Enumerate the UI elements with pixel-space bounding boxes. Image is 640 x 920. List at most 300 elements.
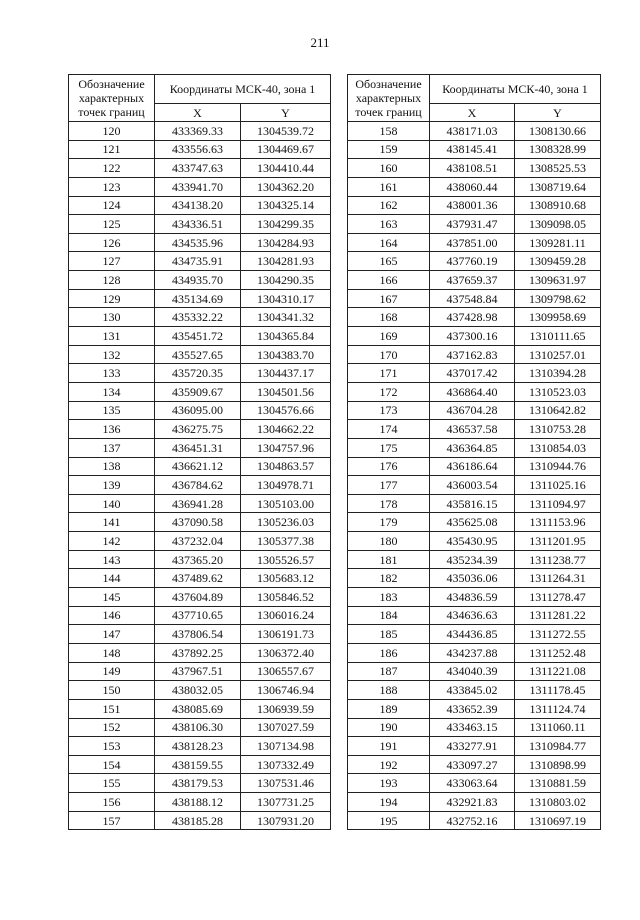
y-coordinate-cell: 1310697.19 — [515, 811, 601, 830]
x-coordinate-cell: 433097.27 — [430, 755, 515, 774]
table-row — [348, 382, 601, 401]
point-id-cell: 139 — [69, 476, 155, 495]
table-row — [348, 196, 601, 215]
table-row — [69, 271, 331, 290]
y-coordinate-cell: 1310944.76 — [515, 457, 601, 476]
table-row — [348, 271, 601, 290]
table-row — [348, 793, 601, 812]
point-id-cell: 143 — [69, 550, 155, 569]
table-row — [69, 476, 331, 495]
y-coordinate-cell: 1304383.70 — [241, 345, 331, 364]
point-id-cell: 146 — [69, 606, 155, 625]
y-coordinate-cell: 1309631.97 — [515, 271, 601, 290]
x-coordinate-cell: 435430.95 — [430, 532, 515, 551]
table-row — [69, 532, 331, 551]
table-row — [69, 289, 331, 308]
y-coordinate-cell: 1310753.28 — [515, 420, 601, 439]
point-id-cell: 170 — [348, 345, 430, 364]
y-coordinate-cell: 1304281.93 — [241, 252, 331, 271]
x-coordinate-cell: 434636.63 — [430, 606, 515, 625]
table-row — [348, 550, 601, 569]
table-row — [69, 140, 331, 159]
point-id-cell: 135 — [69, 401, 155, 420]
y-coordinate-cell: 1309281.11 — [515, 233, 601, 252]
x-coordinate-cell: 437548.84 — [430, 289, 515, 308]
y-coordinate-cell: 1304290.35 — [241, 271, 331, 290]
y-coordinate-cell: 1309459.28 — [515, 252, 601, 271]
table-row — [348, 233, 601, 252]
y-coordinate-cell: 1304284.93 — [241, 233, 331, 252]
x-coordinate-cell: 438159.55 — [155, 755, 241, 774]
table-body-right — [348, 122, 601, 830]
table-row — [348, 643, 601, 662]
table-row — [348, 252, 601, 271]
x-coordinate-cell: 438185.28 — [155, 811, 241, 830]
y-coordinate-cell: 1308910.68 — [515, 196, 601, 215]
table-row — [69, 774, 331, 793]
y-coordinate-cell: 1305846.52 — [241, 588, 331, 607]
y-column-header: Y — [241, 104, 331, 122]
table-row — [69, 811, 331, 830]
point-id-cell: 164 — [348, 233, 430, 252]
y-coordinate-cell: 1304341.32 — [241, 308, 331, 327]
x-coordinate-cell: 437659.37 — [430, 271, 515, 290]
x-coordinate-cell: 436095.00 — [155, 401, 241, 420]
x-coordinate-cell: 435036.06 — [430, 569, 515, 588]
point-id-cell: 122 — [69, 159, 155, 178]
point-id-cell: 127 — [69, 252, 155, 271]
y-coordinate-cell: 1310803.02 — [515, 793, 601, 812]
table-row — [69, 625, 331, 644]
y-coordinate-cell: 1311094.97 — [515, 494, 601, 513]
y-coordinate-cell: 1311264.31 — [515, 569, 601, 588]
point-id-cell: 163 — [348, 215, 430, 234]
point-id-cell: 162 — [348, 196, 430, 215]
y-coordinate-cell: 1304365.84 — [241, 327, 331, 346]
point-id-cell: 142 — [69, 532, 155, 551]
point-id-cell: 141 — [69, 513, 155, 532]
y-coordinate-cell: 1304310.17 — [241, 289, 331, 308]
table-row — [348, 159, 601, 178]
point-id-cell: 159 — [348, 140, 430, 159]
table-row — [348, 177, 601, 196]
x-coordinate-cell: 437851.00 — [430, 233, 515, 252]
point-id-cell: 172 — [348, 382, 430, 401]
point-id-cell: 130 — [69, 308, 155, 327]
x-coordinate-cell: 437806.54 — [155, 625, 241, 644]
x-coordinate-cell: 435625.08 — [430, 513, 515, 532]
point-id-cell: 123 — [69, 177, 155, 196]
table-row — [69, 420, 331, 439]
y-coordinate-cell: 1311025.16 — [515, 476, 601, 495]
table-row — [348, 289, 601, 308]
point-id-cell: 179 — [348, 513, 430, 532]
table-row — [348, 755, 601, 774]
x-coordinate-cell: 437300.16 — [430, 327, 515, 346]
point-id-cell: 151 — [69, 699, 155, 718]
x-coordinate-cell: 438188.12 — [155, 793, 241, 812]
x-coordinate-cell: 437967.51 — [155, 662, 241, 681]
x-coordinate-cell: 438106.30 — [155, 718, 241, 737]
x-coordinate-cell: 435527.65 — [155, 345, 241, 364]
table-row — [348, 401, 601, 420]
x-coordinate-cell: 436003.54 — [430, 476, 515, 495]
point-id-cell: 148 — [69, 643, 155, 662]
y-coordinate-cell: 1304325.14 — [241, 196, 331, 215]
table-row — [69, 643, 331, 662]
coordinates-table-right — [347, 74, 601, 830]
y-coordinate-cell: 1304863.57 — [241, 457, 331, 476]
page-number: 211 — [310, 35, 330, 50]
x-coordinate-cell: 436186.64 — [430, 457, 515, 476]
point-id-cell: 131 — [69, 327, 155, 346]
x-coordinate-cell: 437710.65 — [155, 606, 241, 625]
y-coordinate-cell: 1309958.69 — [515, 308, 601, 327]
y-coordinate-cell: 1305526.57 — [241, 550, 331, 569]
y-coordinate-cell: 1306746.94 — [241, 681, 331, 700]
table-row — [69, 513, 331, 532]
point-id-cell: 168 — [348, 308, 430, 327]
y-coordinate-cell: 1304539.72 — [241, 122, 331, 141]
point-id-cell: 180 — [348, 532, 430, 551]
x-coordinate-cell: 434138.20 — [155, 196, 241, 215]
table-row — [348, 681, 601, 700]
y-coordinate-cell: 1305683.12 — [241, 569, 331, 588]
x-coordinate-cell: 432921.83 — [430, 793, 515, 812]
x-coordinate-cell: 434436.85 — [430, 625, 515, 644]
point-id-cell: 138 — [69, 457, 155, 476]
x-coordinate-cell: 434935.70 — [155, 271, 241, 290]
y-coordinate-cell: 1307731.25 — [241, 793, 331, 812]
table-row — [348, 737, 601, 756]
point-id-cell: 152 — [69, 718, 155, 737]
table-row — [348, 140, 601, 159]
x-coordinate-cell: 436275.75 — [155, 420, 241, 439]
x-coordinate-cell: 437428.98 — [430, 308, 515, 327]
x-coordinate-cell: 437365.20 — [155, 550, 241, 569]
y-coordinate-cell: 1305236.03 — [241, 513, 331, 532]
x-coordinate-cell: 437604.89 — [155, 588, 241, 607]
table-row — [348, 662, 601, 681]
point-id-cell: 156 — [69, 793, 155, 812]
point-id-cell: 155 — [69, 774, 155, 793]
x-coordinate-cell: 438179.53 — [155, 774, 241, 793]
y-coordinate-cell: 1311178.45 — [515, 681, 601, 700]
x-coordinate-cell: 436621.12 — [155, 457, 241, 476]
x-coordinate-cell: 435134.69 — [155, 289, 241, 308]
x-coordinate-cell: 436941.28 — [155, 494, 241, 513]
y-coordinate-cell: 1304757.96 — [241, 438, 331, 457]
y-coordinate-cell: 1310642.82 — [515, 401, 601, 420]
y-coordinate-cell: 1311238.77 — [515, 550, 601, 569]
table-row — [348, 438, 601, 457]
x-coordinate-cell: 438128.23 — [155, 737, 241, 756]
point-id-cell: 136 — [69, 420, 155, 439]
x-coordinate-cell: 437931.47 — [430, 215, 515, 234]
table-row — [69, 233, 331, 252]
point-id-cell: 188 — [348, 681, 430, 700]
x-coordinate-cell: 434735.91 — [155, 252, 241, 271]
y-coordinate-cell: 1304299.35 — [241, 215, 331, 234]
point-id-cell: 167 — [348, 289, 430, 308]
x-coordinate-cell: 437232.04 — [155, 532, 241, 551]
table-row — [69, 588, 331, 607]
point-id-cell: 121 — [69, 140, 155, 159]
y-coordinate-cell: 1307531.46 — [241, 774, 331, 793]
y-coordinate-cell: 1310984.77 — [515, 737, 601, 756]
x-coordinate-cell: 436364.85 — [430, 438, 515, 457]
x-column-header: X — [430, 104, 515, 122]
table-row — [69, 308, 331, 327]
y-coordinate-cell: 1310257.01 — [515, 345, 601, 364]
point-id-cell: 158 — [348, 122, 430, 141]
y-coordinate-cell: 1308130.66 — [515, 122, 601, 141]
x-coordinate-cell: 433845.02 — [430, 681, 515, 700]
point-id-cell: 149 — [69, 662, 155, 681]
table-row — [348, 494, 601, 513]
table-row — [348, 364, 601, 383]
x-coordinate-cell: 436451.31 — [155, 438, 241, 457]
y-coordinate-cell: 1309798.62 — [515, 289, 601, 308]
table-row — [69, 737, 331, 756]
y-coordinate-cell: 1311153.96 — [515, 513, 601, 532]
x-coordinate-cell: 438001.36 — [430, 196, 515, 215]
x-coordinate-cell: 435451.72 — [155, 327, 241, 346]
y-coordinate-cell: 1304410.44 — [241, 159, 331, 178]
y-coordinate-cell: 1309098.05 — [515, 215, 601, 234]
table-row — [348, 774, 601, 793]
table-row — [69, 364, 331, 383]
y-coordinate-cell: 1311278.47 — [515, 588, 601, 607]
point-id-cell: 176 — [348, 457, 430, 476]
x-coordinate-cell: 437017.42 — [430, 364, 515, 383]
x-coordinate-cell: 433463.15 — [430, 718, 515, 737]
table-row — [348, 588, 601, 607]
x-coordinate-cell: 434237.88 — [430, 643, 515, 662]
point-id-cell: 124 — [69, 196, 155, 215]
y-coordinate-cell: 1310394.28 — [515, 364, 601, 383]
point-id-cell: 194 — [348, 793, 430, 812]
table-row — [69, 159, 331, 178]
table-row — [348, 327, 601, 346]
table-row — [348, 122, 601, 141]
point-id-cell: 185 — [348, 625, 430, 644]
y-coordinate-cell: 1304437.17 — [241, 364, 331, 383]
point-id-cell: 190 — [348, 718, 430, 737]
point-id-cell: 189 — [348, 699, 430, 718]
table-row — [348, 625, 601, 644]
table-row — [348, 420, 601, 439]
y-coordinate-cell: 1304469.67 — [241, 140, 331, 159]
y-coordinate-cell: 1308525.53 — [515, 159, 601, 178]
x-coordinate-cell: 438145.41 — [430, 140, 515, 159]
x-coordinate-cell: 438032.05 — [155, 681, 241, 700]
point-id-cell: 137 — [69, 438, 155, 457]
designation-header: Обозначение характерных точек границ — [348, 75, 430, 122]
point-id-cell: 195 — [348, 811, 430, 830]
point-id-cell: 145 — [69, 588, 155, 607]
point-id-cell: 150 — [69, 681, 155, 700]
point-id-cell: 171 — [348, 364, 430, 383]
x-coordinate-cell: 434535.96 — [155, 233, 241, 252]
point-id-cell: 184 — [348, 606, 430, 625]
table-row — [348, 457, 601, 476]
y-coordinate-cell: 1307134.98 — [241, 737, 331, 756]
point-id-cell: 177 — [348, 476, 430, 495]
y-coordinate-cell: 1307931.20 — [241, 811, 331, 830]
y-coordinate-cell: 1305103.00 — [241, 494, 331, 513]
point-id-cell: 128 — [69, 271, 155, 290]
x-coordinate-cell: 436537.58 — [430, 420, 515, 439]
table-row — [69, 327, 331, 346]
point-id-cell: 181 — [348, 550, 430, 569]
y-coordinate-cell: 1310854.03 — [515, 438, 601, 457]
y-coordinate-cell: 1310523.03 — [515, 382, 601, 401]
point-id-cell: 166 — [348, 271, 430, 290]
y-coordinate-cell: 1304662.22 — [241, 420, 331, 439]
x-coordinate-cell: 438171.03 — [430, 122, 515, 141]
y-coordinate-cell: 1311201.95 — [515, 532, 601, 551]
table-row — [69, 550, 331, 569]
table-row — [348, 606, 601, 625]
table-row — [69, 494, 331, 513]
y-coordinate-cell: 1311252.48 — [515, 643, 601, 662]
table-row — [69, 215, 331, 234]
x-coordinate-cell: 433277.91 — [430, 737, 515, 756]
x-coordinate-cell: 433556.63 — [155, 140, 241, 159]
x-coordinate-cell: 438108.51 — [430, 159, 515, 178]
table-row — [69, 699, 331, 718]
x-coordinate-cell: 436784.62 — [155, 476, 241, 495]
point-id-cell: 126 — [69, 233, 155, 252]
y-coordinate-cell: 1307332.49 — [241, 755, 331, 774]
table-row — [348, 718, 601, 737]
y-coordinate-cell: 1306557.67 — [241, 662, 331, 681]
y-coordinate-cell: 1304501.56 — [241, 382, 331, 401]
x-coordinate-cell: 435720.35 — [155, 364, 241, 383]
table-row — [69, 177, 331, 196]
y-coordinate-cell: 1311272.55 — [515, 625, 601, 644]
y-coordinate-cell: 1306939.59 — [241, 699, 331, 718]
x-coordinate-cell: 434836.59 — [430, 588, 515, 607]
point-id-cell: 174 — [348, 420, 430, 439]
point-id-cell: 157 — [69, 811, 155, 830]
point-id-cell: 187 — [348, 662, 430, 681]
table-row — [348, 532, 601, 551]
x-coordinate-cell: 435909.67 — [155, 382, 241, 401]
point-id-cell: 183 — [348, 588, 430, 607]
point-id-cell: 147 — [69, 625, 155, 644]
point-id-cell: 133 — [69, 364, 155, 383]
table-row — [348, 699, 601, 718]
table-row — [69, 606, 331, 625]
table-row — [348, 513, 601, 532]
designation-header: Обозначение характерных точек границ — [69, 75, 155, 122]
x-coordinate-cell: 437162.83 — [430, 345, 515, 364]
table-row — [69, 569, 331, 588]
x-coordinate-cell: 438085.69 — [155, 699, 241, 718]
x-coordinate-cell: 433747.63 — [155, 159, 241, 178]
x-coordinate-cell: 434336.51 — [155, 215, 241, 234]
table-row — [69, 457, 331, 476]
table-row — [69, 662, 331, 681]
table-row — [69, 438, 331, 457]
y-coordinate-cell: 1307027.59 — [241, 718, 331, 737]
x-coordinate-cell: 437090.58 — [155, 513, 241, 532]
table-row — [69, 401, 331, 420]
x-coordinate-cell: 433652.39 — [430, 699, 515, 718]
point-id-cell: 144 — [69, 569, 155, 588]
x-coordinate-cell: 435816.15 — [430, 494, 515, 513]
table-row — [348, 308, 601, 327]
table-row — [69, 793, 331, 812]
table-row — [69, 196, 331, 215]
y-coordinate-cell: 1306191.73 — [241, 625, 331, 644]
y-coordinate-cell: 1306016.24 — [241, 606, 331, 625]
y-coordinate-cell: 1310881.59 — [515, 774, 601, 793]
point-id-cell: 191 — [348, 737, 430, 756]
point-id-cell: 125 — [69, 215, 155, 234]
table-row — [69, 681, 331, 700]
coords-group-header: Координаты МСК-40, зона 1 — [155, 75, 331, 104]
y-coordinate-cell: 1306372.40 — [241, 643, 331, 662]
point-id-cell: 182 — [348, 569, 430, 588]
point-id-cell: 140 — [69, 494, 155, 513]
point-id-cell: 132 — [69, 345, 155, 364]
y-coordinate-cell: 1308328.99 — [515, 140, 601, 159]
table-body-left — [69, 122, 331, 830]
coordinates-table-left — [68, 74, 331, 830]
point-id-cell: 161 — [348, 177, 430, 196]
point-id-cell: 129 — [69, 289, 155, 308]
point-id-cell: 169 — [348, 327, 430, 346]
point-id-cell: 160 — [348, 159, 430, 178]
y-coordinate-cell: 1310898.99 — [515, 755, 601, 774]
table-row — [69, 718, 331, 737]
table-row — [348, 811, 601, 830]
y-coordinate-cell: 1311281.22 — [515, 606, 601, 625]
y-column-header: Y — [515, 104, 601, 122]
x-column-header: X — [155, 104, 241, 122]
point-id-cell: 154 — [69, 755, 155, 774]
x-coordinate-cell: 438060.44 — [430, 177, 515, 196]
table-row — [69, 755, 331, 774]
y-coordinate-cell: 1304576.66 — [241, 401, 331, 420]
y-coordinate-cell: 1305377.38 — [241, 532, 331, 551]
table-row — [69, 122, 331, 141]
point-id-cell: 193 — [348, 774, 430, 793]
coords-group-header: Координаты МСК-40, зона 1 — [430, 75, 601, 104]
table-row — [348, 215, 601, 234]
y-coordinate-cell: 1304362.20 — [241, 177, 331, 196]
y-coordinate-cell: 1311060.11 — [515, 718, 601, 737]
table-row — [348, 569, 601, 588]
x-coordinate-cell: 433369.33 — [155, 122, 241, 141]
x-coordinate-cell: 433941.70 — [155, 177, 241, 196]
x-coordinate-cell: 434040.39 — [430, 662, 515, 681]
y-coordinate-cell: 1311221.08 — [515, 662, 601, 681]
table-row — [348, 476, 601, 495]
x-coordinate-cell: 435234.39 — [430, 550, 515, 569]
point-id-cell: 173 — [348, 401, 430, 420]
point-id-cell: 153 — [69, 737, 155, 756]
point-id-cell: 165 — [348, 252, 430, 271]
y-coordinate-cell: 1308719.64 — [515, 177, 601, 196]
table-row — [69, 382, 331, 401]
point-id-cell: 192 — [348, 755, 430, 774]
y-coordinate-cell: 1310111.65 — [515, 327, 601, 346]
point-id-cell: 175 — [348, 438, 430, 457]
